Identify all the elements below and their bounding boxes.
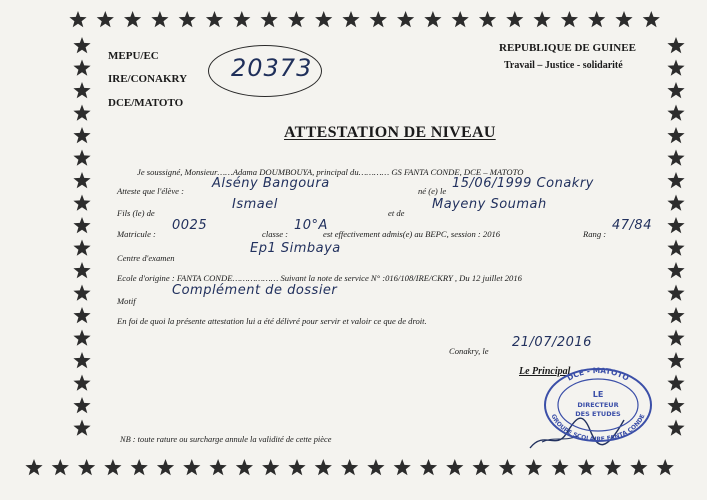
nb-note: NB : toute rature ou surcharge annule la validité de cette pièce [120,435,332,444]
border-star [578,459,595,475]
border-star [52,459,69,475]
border-star [452,11,469,27]
border-star [446,459,463,475]
border-star [151,11,168,27]
border-star [73,262,90,278]
stamp-center-3: DES ETUDES [575,410,621,418]
border-star [315,11,332,27]
border-star [261,11,278,27]
border-star [73,195,90,211]
border-star [667,420,684,436]
motif-value: Complément de dossier [172,283,338,298]
border-star [157,459,174,475]
border-star [97,11,114,27]
border-star [394,459,411,475]
origine-line: Ecole d'origine : FANTA CONDE……………… Suivant la note de service N° :016/108/IRE/CKRY , Du 12 juillet 2016 [117,273,522,283]
border-star [73,307,90,323]
border-star [534,11,551,27]
border-star [615,11,632,27]
father-name: Ismael [232,197,278,212]
motif-label: Motif [117,296,136,306]
border-star [630,459,647,475]
border-star [667,262,684,278]
border-star [667,150,684,166]
atteste-label: Atteste que l'élève : [117,186,184,196]
border-star [342,11,359,27]
header-right-1: REPUBLIQUE DE GUINEE [499,42,636,54]
border-star [667,172,684,188]
header-left-1: MEPU/EC [108,50,159,62]
border-star [551,459,568,475]
foi-line: En foi de quoi la présente attestation lui a été délivré pour servir et valoir ce que de droit. [117,316,427,326]
border-star [73,127,90,143]
border-star [667,195,684,211]
border-star [233,11,250,27]
fils-label: Fils (le) de [117,208,155,218]
border-star [25,459,42,475]
classe-label: classe : [262,229,289,239]
born-label: né (e) le [418,186,447,196]
centre-label: Centre d'examen [117,253,175,263]
border-star [183,459,200,475]
header-motto: Travail – Justice - solidarité [504,60,623,71]
border-star [667,217,684,233]
border-star [525,459,542,475]
border-star [667,330,684,346]
border-star [262,459,279,475]
border-star [341,459,358,475]
signature-label: Le Principal [519,366,571,377]
student-name: Alsény Bangoura [212,176,330,191]
border-star [370,11,387,27]
bepc-text: est effectivement admis(e) au BEPC, session : 2016 [323,229,501,239]
border-star [657,459,674,475]
border-star [667,105,684,121]
border-star [397,11,414,27]
border-star [210,459,227,475]
place-prefix: Conakry, le [449,346,489,356]
svg-text:DCE - MATOTO [566,366,631,383]
border-star [643,11,660,27]
border-star [315,459,332,475]
border-star [667,307,684,323]
matricule-value: 0025 [172,218,208,233]
border-star [179,11,196,27]
birth-date-place: 15/06/1999 Conakry [452,176,594,191]
border-star [667,60,684,76]
border-star [604,459,621,475]
stamp-center-2: DIRECTEUR [577,401,619,409]
et-de-label: et de [388,208,405,218]
stamp-bottom-text: GROUPE SCOLAIRE FANTA CONDE [549,413,647,444]
border-star [667,37,684,53]
border-star [73,330,90,346]
border-star [288,459,305,475]
border-star [667,397,684,413]
border-star [78,459,95,475]
border-star [124,11,141,27]
border-star [667,285,684,301]
border-star [288,11,305,27]
header-left-2: IRE/CONAKRY [108,73,188,85]
border-star [73,172,90,188]
border-star [73,217,90,233]
mother-name: Mayeny Soumah [432,197,547,212]
border-star [667,127,684,143]
border-star [473,459,490,475]
border-star [73,375,90,391]
border-star [73,420,90,436]
border-star [131,459,148,475]
border-star [69,11,86,27]
border-star [424,11,441,27]
border-star [73,82,90,98]
official-stamp [540,365,655,445]
border-star [73,150,90,166]
border-star [236,459,253,475]
border-star [561,11,578,27]
border-star [73,352,90,368]
border-star [667,240,684,256]
border-star [667,82,684,98]
rang-value: 47/84 [612,218,652,233]
border-star [420,459,437,475]
declaration-line: Je soussigné, Monsieur……Adama DOUMBOUYA, principal du………… GS FANTA CONDE, DCE – MATOTO [137,167,524,177]
border-star [73,37,90,53]
matricule-label: Matricule : [117,229,156,239]
border-star [73,105,90,121]
stamp-top-text: DCE - MATOTO [565,365,631,383]
border-star [73,397,90,413]
border-star [506,11,523,27]
border-star [588,11,605,27]
classe-value: 10°A [294,218,328,233]
border-star [479,11,496,27]
border-star [73,285,90,301]
border-star [367,459,384,475]
border-star [206,11,223,27]
border-star [667,375,684,391]
issue-date: 21/07/2016 [512,335,592,350]
border-star [667,352,684,368]
border-star [73,240,90,256]
centre-value: Ep1 Simbaya [250,241,341,256]
border-star [104,459,121,475]
rang-label: Rang : [583,229,607,239]
header-left-3: DCE/MATOTO [108,97,184,109]
border-star [499,459,516,475]
registration-number: 20373 [231,54,313,82]
border-star [73,60,90,76]
page-title: ATTESTATION DE NIVEAU [284,124,496,141]
stamp-center-1: LE [592,390,604,399]
